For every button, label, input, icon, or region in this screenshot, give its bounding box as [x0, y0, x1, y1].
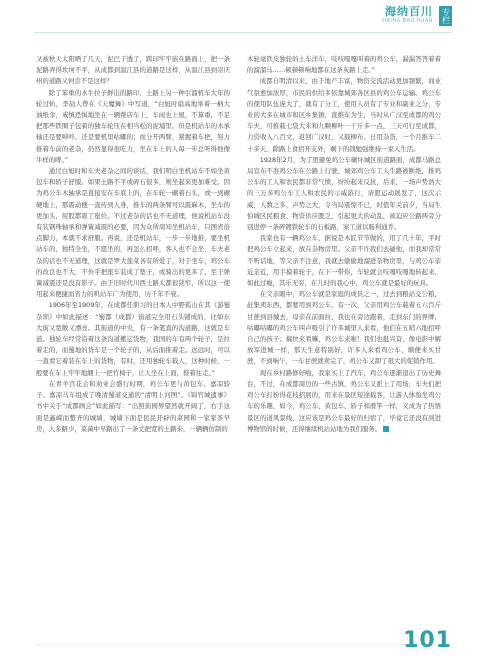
paragraph: 木轮毫铁皮独轮的土车洋车，吱吱嘎嘎叫着的鸡公车，漏漏答答着着的溜溜马……顿顿顿响地都在这条灰路上走。” — [247, 55, 441, 75]
right-text-column — [247, 54, 441, 629]
paragraph: 在父亲眼中，鸡公车就是家庭的成员之一，过去到粮站交公粮，赶集卖东西，都要用到鸡公车，有一次，父亲用鸡公车载着五六百斤甘蔗到县城去，母亲在前面拉，我也在旁边跟着，走到东门的界牌，咕嘟咕嘟的鸡公车叫声吸引了许多城里人来看，他们在五哨六地招呼自己的孩子；搞快来看嘛，鸡公车来啦！我们也挺兴奋，像电影中解放军进城一样，那天生意特别好，许多人来看鸡公车，顺便来买甘蔗，不到响午，一车甘蔗就卖完了，鸡公车又卸了很大的促销作用。 — [247, 290, 441, 366]
paragraph: 通过白旭时和车夫老杂之间的谈话，我们明白坐机站车不如坐黄包车和轿子舒服。如果土路不平或碎石很多，则坐起来更加难受。因为鸡公车木轴承是直接安在车底上的，在车轮一碾着石头，或一到碾硬地上，那震动便一直传到人身，推车的两条臂可以震麻木，坐车的更加头，屁股都震了座位。不过老杂的话也不无道理，他说机站车没有装钢珠轴承和弹簧减震的必要，因为众所周知坐机站车，只图省倍点脚力，本就不求舒服。再说，还是机站车，一步一步地推，要坐机站车的，独特全坐，不愿坐的，再怎么招呼，客人也不会坐，车夫老杂的话也不无道理，这就是罗大莲菜各有所爱了，对于坐车，鸡公车的改良也不大，不外乎把座车装成了垫子，或骑出的更多了，至于弹簧减震还是没有影子。由于旧时代川西土路太都很狭窄，所以这一使用起来便捷而省力的叽站车广为使用，历千年不衰。 — [36, 167, 230, 299]
paragraph: 我家也有一辆鸡公车，据说是木匠节节做的，用了几十年，平时把鸡公车立起来，放在杂物房里。父亲不许我们去碰他，而我却常常不听话地，等父亲不注意，我就去偷偷地溜进杂物房里，与鸡公车亲近亲近，用手摸着轮子，在下一带你，车轮就会吱嘎吱嘎地转起来，如此过瘾，其乐无穷，在儿时的我心中，鸡公车就是最好的玩具。 — [247, 234, 441, 288]
page-number: 101 — [403, 628, 452, 653]
paragraph: 1928年2月，为了更避免鸡公车碾坏城区街道路面，成都马路总局宣布不准鸡公车在公路上行驶，城郊鸡公车工人生路被断绝，推鸡公车的工人和农民都非常气愤，纷纷起来反抗，后来，一场声势浩大的三万多鸡公车工人和农民的示威游行，请愿运动展发了，这次示威，人数之多，声势之大，令当局震惊不已，时值年关前夕，当局生怕城区民粮食、物资供应匮乏，引起更大的动乱，被迫应公路两旁分别进停一条碎镀铁轮车的石板路，案工道以肠利通乔。 — [247, 155, 441, 232]
paragraph: 在青羊宫花会和劝业会盛行时期，鸡公车更与黄包车、嘉凉轿子、嘉凉马车组成了晚清蜀道交通的“清明上河图”。《锦官城遗事》书中关于“成都画会”如此描写：“出照街园界望然就开阔了，右手这面是鑫嵘而整齐的城墙，城墙下面是民民开辟的菜园和一家家茶早房，人多路少，菜菌中早路出了一条丈把宽的土路来，一辆辆仿制的 — [36, 379, 230, 433]
column-title: 海纳百川 — [385, 5, 433, 18]
header-rule — [34, 32, 452, 33]
column-title-en: HAINA BAICHUAN — [382, 18, 433, 24]
paragraph-text: 现在乡村路修好啦，我家买上了汽车，鸡公车逐渐退出了历史舞台，不过，在成都周边的一些古镇，鸡公车又派上了用场，车夫们把鸡公车打扮得花枝招展的，用来在景区短途载客，让游人体验坐鸡公车的乐趣，如今，鸡公车、黄包车、轿子和滑竿一样，又成为了热悟景区的道风景线，这应该是鸡公车最好的归宿了，毕竟它还没有到进博物馆的时候，还得继续机站站地为我们服务。 — [247, 368, 441, 433]
end-of-article-icon — [383, 426, 389, 432]
masthead-titles — [382, 6, 433, 24]
left-text-column — [36, 54, 230, 629]
paragraph-last — [247, 368, 441, 435]
paragraph: 成都自明清以来，由于地产丰富，物资交流活动更加频繁，商业气氛愈加浓厚，市民的供给多依靠城郊各区县的鸡公车运输。鸡公车的使用队伍庞大了，就有了分工，使用人员有了专业和副业之分，专业的大多在城市和区乡集镇，直推车为生，当时从广汉至成都的鸡公车夫，可推载七袋大米和九颗柳叶一干斤多一点，三天可行至成都，力资收入八百文，返回广汉时，又载柳布、日用杂货，一个月推车二十多天，除路上食宿开支外，剩下的钱勉强维持一家人生活。 — [247, 77, 441, 153]
paragraph: 除了笨重的水牛拉子鲜出的路印，土路上另一种引溜机车大年的轮过轨，李劼人曾在《天魔舞》中写道，“白旭时扇高地举着一柄大油纸伞，戒慎恐惧地坐在一辆帮店车上，车雨也上屋，不算重，不足把那些铁圈子包着的独车轮压在相当松的泥埔里。但是机站车的木承轴还是要呻吟，还是要机里咕嘟的；而分开两臂，紧握着车把，努力推着车前的老杂，仍然显得很吃力，坐在车上的人每一步总听得他像牛样的哮。” — [36, 88, 230, 164]
paragraph: 又被秋天太阳晒了几天，泥巴干透了，跨印牢牢嵌在路面上，把一条泥路弄得坎坷不平，从成都到温江县的道路是这样，从温江县到崇庆州的道路又何尝不是这样？ — [36, 55, 230, 86]
paragraph: 1906年至1909年，在成都任职习的日本人中野孤山在其《游蜀杂琐》中如此描述：“蜀都（成都）街道完全用石头铺成的，比如东大街又宽敞又漂亮。其街道的中央，有一条笔直的沟道路，这就是车道。独轮车经常沿着这条沟道搬运货物，我国的车有两个轮子，是拉着走的，而蜀地的货车是一个轮子的，从后面推着走。远远时，可以一直看它着装在车上的货物，有时，还用独轮车载人，这种时候，一般要在车上牢牢地綑上一把竹椅子，让人坐在上面，推着往走。” — [36, 301, 230, 377]
masthead — [382, 6, 452, 26]
column-seal: 专栏 — [439, 6, 452, 26]
footer-rule — [36, 644, 426, 645]
